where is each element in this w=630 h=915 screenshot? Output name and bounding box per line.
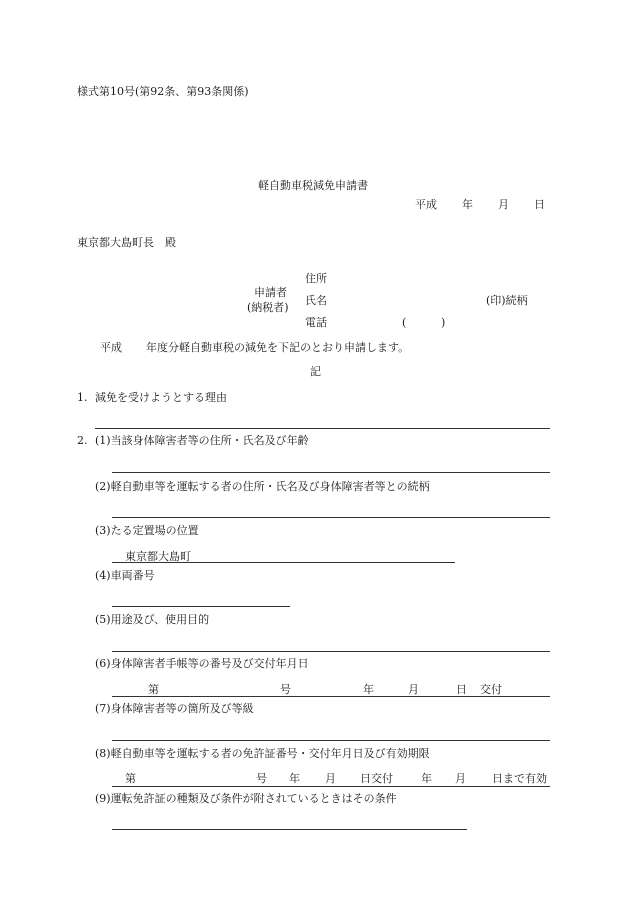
- item6-year: 年: [363, 683, 374, 696]
- section1-number: 1.: [77, 391, 88, 404]
- item8-line[interactable]: [112, 786, 550, 787]
- item2-line[interactable]: [112, 517, 550, 518]
- date-year-label: 年: [462, 198, 473, 211]
- item8-year2: 年: [421, 772, 432, 785]
- section2-number: 2.: [77, 434, 88, 447]
- request-era: 平成: [100, 341, 122, 354]
- item2-label: (2)軽自動車等を運転する者の住所・氏名及び身体障害者等との続柄: [95, 480, 430, 493]
- request-text: 年度分軽自動車税の減免を下記のとおり申請します。: [146, 341, 410, 354]
- item3-value: 東京都大島町: [125, 550, 191, 563]
- item6-label: (6)身体障害者手帳等の番号及び交付年月日: [95, 657, 309, 670]
- item3-line[interactable]: [112, 562, 455, 563]
- ki-marker: 記: [310, 365, 321, 378]
- item8-fill-line[interactable]: [0, 773, 630, 787]
- item1-line[interactable]: [112, 472, 550, 473]
- item4-line[interactable]: [112, 606, 290, 607]
- item6-issued: 交付: [480, 683, 502, 696]
- item5-line[interactable]: [112, 651, 550, 652]
- phone-open-paren: (: [402, 316, 407, 329]
- item7-line[interactable]: [112, 740, 550, 741]
- item5-label: (5)用途及び、使用目的: [95, 613, 210, 626]
- item8-label: (8)軽自動車等を運転する者の免許証番号・交付年月日及び有効期限: [95, 747, 430, 760]
- request-statement: [0, 342, 630, 356]
- item3-label: (3)たる定置場の位置: [95, 524, 199, 537]
- item8-dai: 第: [125, 772, 136, 785]
- phone-label: 電話: [305, 316, 327, 329]
- date-day-label: 日: [534, 198, 545, 211]
- phone-close-paren: ): [441, 316, 446, 329]
- item8-month1: 月: [325, 772, 336, 785]
- item9-label: (9)運転免許証の種類及び条件が附されているときはその条件: [95, 792, 397, 805]
- address-label: 住所: [305, 272, 327, 285]
- item8-until-valid: 日まで有効: [492, 772, 547, 785]
- item8-month2: 月: [455, 772, 466, 785]
- seal-relationship: (印)続柄: [486, 294, 528, 307]
- section1-label: 減免を受けようとする理由: [95, 391, 227, 404]
- item6-day: 日: [456, 683, 467, 696]
- form-title: 軽自動車税減免申請書: [258, 179, 368, 192]
- item7-label: (7)身体障害者等の箇所及び等級: [95, 702, 254, 715]
- name-label: 氏名: [305, 294, 327, 307]
- section1-reason-line[interactable]: [95, 428, 550, 429]
- item6-dai: 第: [148, 683, 159, 696]
- item8-year1: 年: [289, 772, 300, 785]
- item6-month: 月: [408, 683, 419, 696]
- applicant-label: 申請者: [254, 286, 287, 299]
- date-line: [0, 199, 630, 213]
- item4-label: (4)車両番号: [95, 569, 155, 582]
- item8-go: 号: [256, 772, 267, 785]
- date-month-label: 月: [498, 198, 509, 211]
- form-number: 様式第10号(第92条、第93条関係): [77, 85, 249, 98]
- item1-label: (1)当該身体障害者等の住所・氏名及び年齢: [95, 434, 309, 447]
- item6-go: 号: [280, 683, 291, 696]
- taxpayer-label: (納税者): [247, 301, 289, 314]
- date-era: 平成: [415, 198, 437, 211]
- item9-line[interactable]: [112, 829, 467, 830]
- item6-line[interactable]: [112, 696, 550, 697]
- addressee: 東京都大島町長 殿: [77, 236, 176, 249]
- item8-day-issued: 日交付: [360, 772, 393, 785]
- applicant-block: [0, 270, 630, 330]
